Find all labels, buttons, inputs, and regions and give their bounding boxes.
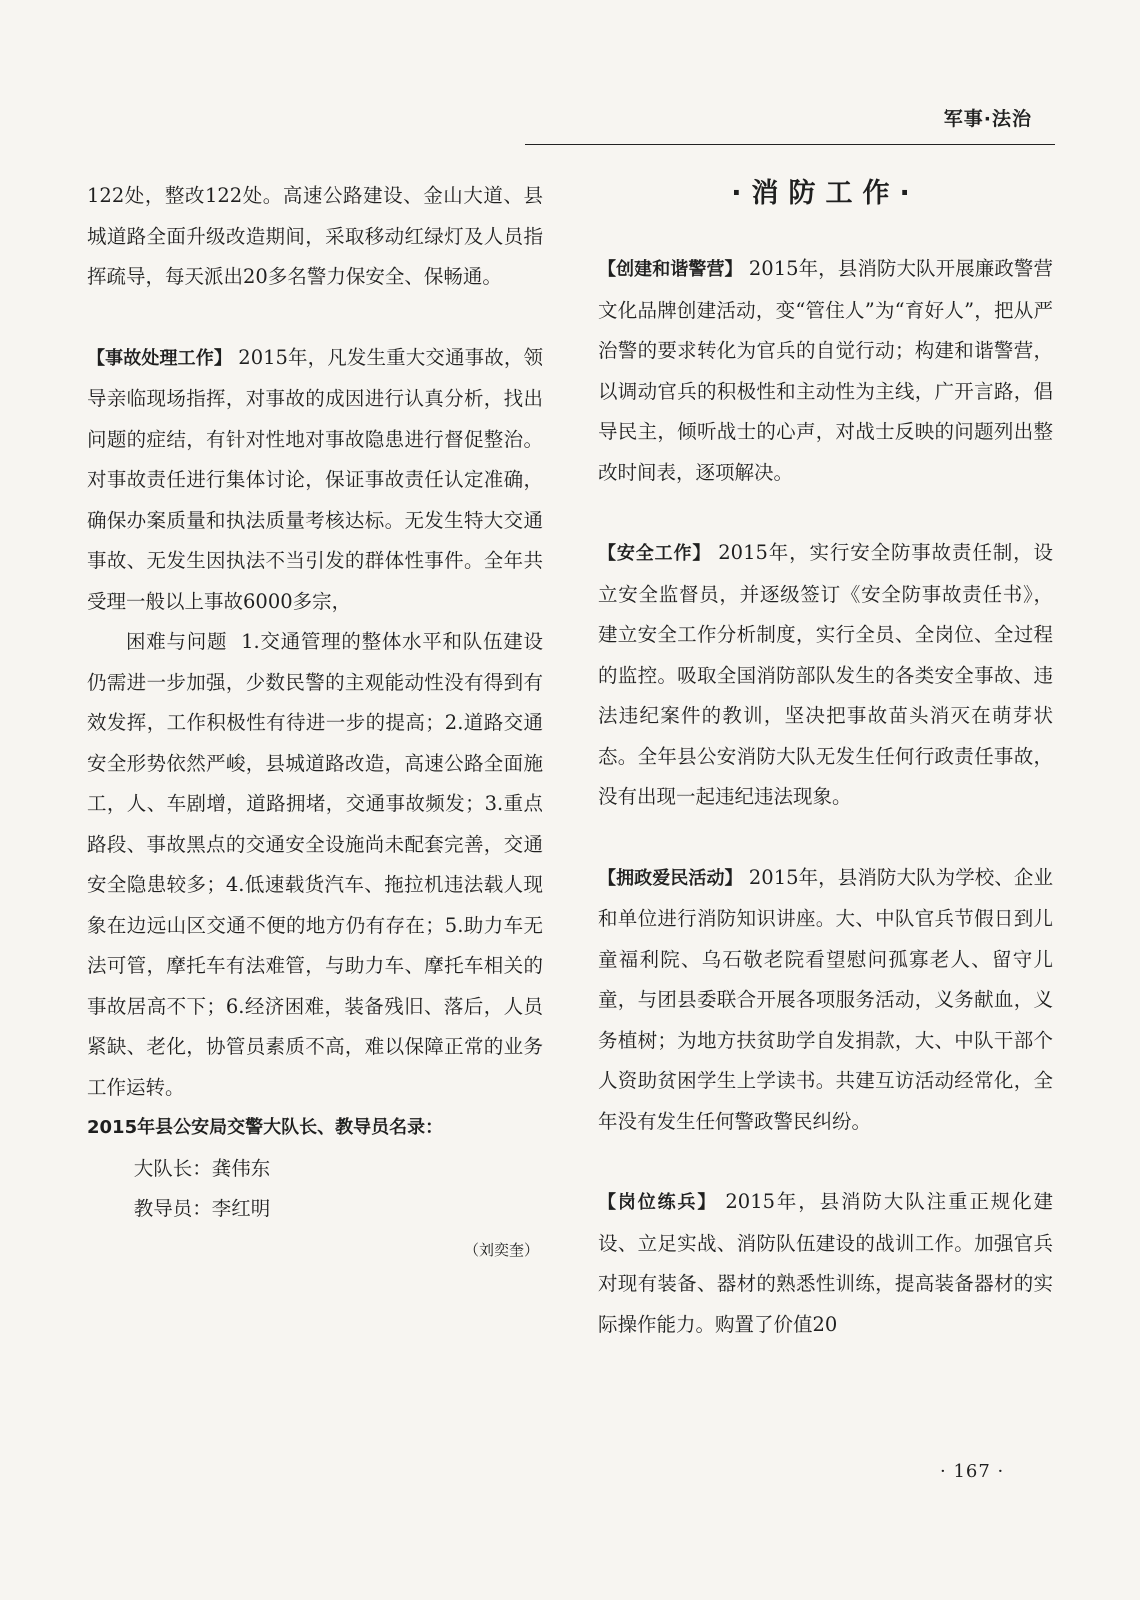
left-column xyxy=(87,176,543,1270)
continued-paragraph: 122处，整改122处。高速公路建设、金山大道、县城道路全面升级改造期间，采取移动红绿灯及人员指挥疏导，每天派出20多名警力保安全、保畅通。 xyxy=(87,184,543,288)
accident-paragraph xyxy=(87,338,543,623)
paragraph-lead: 【岗位练兵】 xyxy=(598,1192,718,1213)
paragraph-body: 2015年，县消防大队为学校、企业和单位进行消防知识讲座。大、中队官兵节假日到儿童福利院、乌石敬老院看望慰问孤寡老人、留守儿童，与团县委联合开展各项服务活动，义务献血，义务植树；为地方扶贫助学自发捐款，大、中队干部个人资助贫困学生上学读书。共建互访活动经常化，全年没有发生任何警政警民纠纷。 xyxy=(598,865,1053,1133)
page-number: · 167 · xyxy=(940,1461,1005,1482)
paragraph-lead: 【创建和谐警营】 xyxy=(598,259,743,280)
problems-paragraph xyxy=(87,622,543,1108)
paragraph-harmonious-barracks xyxy=(598,249,1053,493)
paragraph-post-training xyxy=(598,1182,1053,1345)
roster-instructor: 教导员：李红明 xyxy=(133,1197,271,1220)
paragraph-body: 2015年，县消防大队注重正规化建设、立足实战、消防队伍建设的战训工作。加强官兵对现有装备、器材的熟悉性训练，提高装备器材的实际操作能力。购置了价值20 xyxy=(598,1190,1053,1336)
section-header-label: 军事·法治 xyxy=(943,108,1032,130)
paragraph-civil-support xyxy=(598,858,1053,1143)
paragraph-lead: 【安全工作】 xyxy=(598,543,712,564)
paragraph-body: 2015年，实行安全防事故责任制，设立安全监督员，并逐级签订《安全防事故责任书》，建立安全工作分析制度，实行全员、全岗位、全过程的监控。吸取全国消防部队发生的各类安全事故、违法违纪案件的教训，坚决把事故苗头消灭在萌芽状态。全年县公安消防大队无发生任何行政责任事故，没有出现一起违纪违法现象。 xyxy=(598,541,1053,808)
paragraph-body: 2015年，县消防大队开展廉政警营文化品牌创建活动，变“管住人”为“育好人”，把从严治警的要求转化为官兵的自觉行动；构建和谐警营，以调动官兵的积极性和主动性为主线，广开言路，倡导民主，倾听战士的心声，对战士反映的问题列出整改时间表，逐项解决。 xyxy=(598,257,1053,484)
author-credit: （刘奕奎） xyxy=(463,1240,539,1259)
paragraph-lead: 【拥政爱民活动】 xyxy=(598,867,743,889)
problems-body: 1.交通管理的整体水平和队伍建设仍需进一步加强，少数民警的主观能动性没有得到有效发挥，工作积极性有待进一步的提高；2.道路交通安全形势依然严峻，县城道路改造，高速公路全面施工，人、车剧增，道路拥堵，交通事故频发；3.重点路段、事故黑点的交通安全设施尚未配套完善，交通安全隐患较多；4.低速载货汽车、拖拉机违法载人现象在边远山区交通不便的地方仍有存在；5.助力车无法可管，摩托车有法难管，与助力车、摩托车相关的事故居高不下；6.经济困难，装备残旧、落后，人员紧缺、老化，协管员素质不高，难以保障正常的业务工作运转。 xyxy=(87,630,543,1099)
roster-title: 2015年县公安局交警大队长、教导员名录： xyxy=(87,1117,444,1138)
section-title: ·消防工作· xyxy=(731,178,920,209)
accident-lead: 【事故处理工作】 xyxy=(87,347,232,369)
header-rule xyxy=(525,144,1055,145)
accident-body: 2015年，凡发生重大交通事故，领导亲临现场指挥，对事故的成因进行认真分析，找出问题的症结，有针对性地对事故隐患进行督促整治。对事故责任进行集体讨论，保证事故责任认定准确，确保办案质量和执法质量考核达标。无发生特大交通事故、无发生因执法不当引发的群体性事件。全年共受理一般以上事故6000多宗， xyxy=(87,345,543,613)
roster-captain: 大队长：龚伟东 xyxy=(133,1156,271,1180)
paragraph-safety-work xyxy=(598,533,1053,818)
problems-lead: 困难与问题 xyxy=(126,630,228,653)
right-column xyxy=(598,176,1053,1345)
